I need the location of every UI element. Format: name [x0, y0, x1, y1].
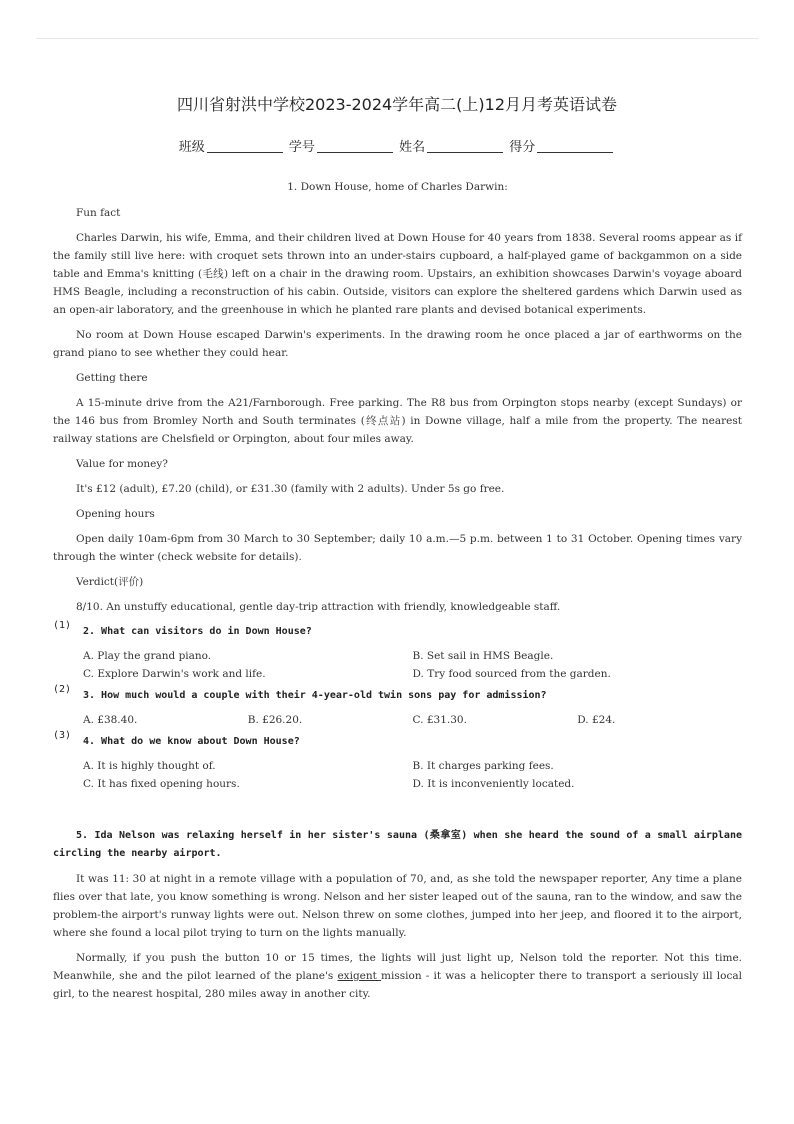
option-c[interactable]: C. Explore Darwin's work and life.: [83, 668, 266, 680]
option-c[interactable]: C. £31.30.: [412, 714, 467, 726]
option-c[interactable]: C. It has fixed opening hours.: [83, 778, 240, 790]
fun-fact-label: Fun fact: [76, 207, 121, 219]
page-title: 四川省射洪中学校2023-2024学年高二(上)12月月考英语试卷: [176, 95, 618, 114]
value-label: Value for money?: [76, 458, 168, 470]
passage1-paragraph: It's £12 (adult), £7.20 (child), or £31.30 (family with 2 adults). Under 5s go free.: [76, 483, 505, 495]
number-blank[interactable]: [317, 152, 393, 153]
getting-there-label: Getting there: [76, 372, 148, 384]
class-label: 班级: [178, 140, 205, 155]
score-blank[interactable]: [537, 152, 613, 153]
passage2-text: mission - it was a helicopter there to transport a seriously ill local girl, to the nearest hospital, 280 miles away in another city.: [53, 970, 742, 1000]
options: [53, 647, 742, 683]
question-text: 4. What do we know about Down House?: [83, 736, 300, 747]
passage1-paragraph: Charles Darwin, his wife, Emma, and their children lived at Down House for 40 years from 1838. Several rooms appear as if the family still live here: with croquet sets thrown into an under-stairs cupboard, a half-played game of backgammon on a side table and Emma's knitting (毛线) left on a chair in the drawing room. Upstairs, an exhibition showcases Darwin's voyage aboard HMS Beagle, including a reconstruction of his cabin. Outside, visitors can explore the sheltered gardens which Darwin used as an open-air laboratory, and the greenhouse in which he planted rare plants and devised botanical experiments.: [53, 232, 742, 316]
options: [53, 757, 742, 793]
score-label: 得分: [509, 140, 536, 155]
option-b[interactable]: B. £26.20.: [247, 714, 303, 726]
class-blank[interactable]: [207, 152, 283, 153]
passage2-heading: 5. Ida Nelson was relaxing herself in her sister's sauna (桑拿室) when she heard the sound of a small airplane circling the nearby airport.: [53, 830, 742, 859]
question-number: (2): [53, 684, 72, 695]
question-text: 3. How much would a couple with their 4-year-old twin sons pay for admission?: [83, 690, 547, 701]
option-d[interactable]: D. £24.: [577, 714, 616, 726]
option-b[interactable]: B. It charges parking fees.: [412, 760, 554, 772]
passage1-paragraph: A 15-minute drive from the A21/Farnborough. Free parking. The R8 bus from Orpington stops nearby (except Sundays) or the 146 bus from Bromley North and South terminates (终点站) in Downe village, half a mile from the property. The nearest railway stations are Chelsfield or Orpington, about four miles away.: [53, 397, 742, 445]
options: [53, 711, 742, 729]
option-d[interactable]: D. It is inconveniently located.: [412, 778, 575, 790]
passage1-paragraph: No room at Down House escaped Darwin's experiments. In the drawing room he once placed a jar of earthworms on the grand piano to see whether they could hear.: [53, 329, 742, 359]
option-a[interactable]: A. It is highly thought of.: [83, 760, 216, 772]
name-label: 姓名: [399, 140, 426, 155]
underlined-word: exigent: [337, 970, 382, 982]
opening-hours-label: Opening hours: [76, 508, 155, 520]
name-blank[interactable]: [427, 152, 503, 153]
option-a[interactable]: A. £38.40.: [83, 714, 138, 726]
number-label: 学号: [288, 140, 315, 155]
option-d[interactable]: D. Try food sourced from the garden.: [412, 668, 611, 680]
verdict-label: Verdict(评价): [76, 576, 144, 588]
passage2-paragraph: [53, 949, 742, 1003]
passage2-paragraph: It was 11: 30 at night in a remote village with a population of 70, and, as she told the newspaper reporter, Any time a plane flies over that late, you know something is wrong. Nelson and her sister leaped out of the sauna, ran to the window, and saw the problem-the airport's runway lights were out. Nelson threw on some clothes, jumped into her jeep, and floored it to the airport, where she found a local pilot trying to turn on the lights manually.: [53, 873, 742, 939]
question-number: (1): [53, 620, 72, 631]
exam-content: [53, 178, 742, 1010]
passage2-text: Normally, if you push the button 10 or 15 times, the lights will just light up, Nelson told the reporter. Not this time. Meanwhile, she and the pilot learned of the plane's: [53, 952, 742, 982]
question-number: (3): [53, 730, 72, 741]
passage1-paragraph: 8/10. An unstuffy educational, gentle day-trip attraction with friendly, knowledgeable staff.: [76, 601, 561, 613]
student-info-fields: [0, 136, 794, 155]
question: [53, 730, 742, 751]
passage1-paragraph: Open daily 10am-6pm from 30 March to 30 September; daily 10 a.m.—5 p.m. between 1 to 31 October. Opening times vary through the winter (check website for details).: [53, 533, 742, 563]
question: [53, 620, 742, 641]
option-a[interactable]: A. Play the grand piano.: [83, 650, 212, 662]
question: [53, 684, 742, 705]
option-b[interactable]: B. Set sail in HMS Beagle.: [412, 650, 554, 662]
passage1-heading: 1. Down House, home of Charles Darwin:: [287, 181, 508, 193]
header-rule: [36, 38, 758, 39]
question-text: 2. What can visitors do in Down House?: [83, 626, 312, 637]
